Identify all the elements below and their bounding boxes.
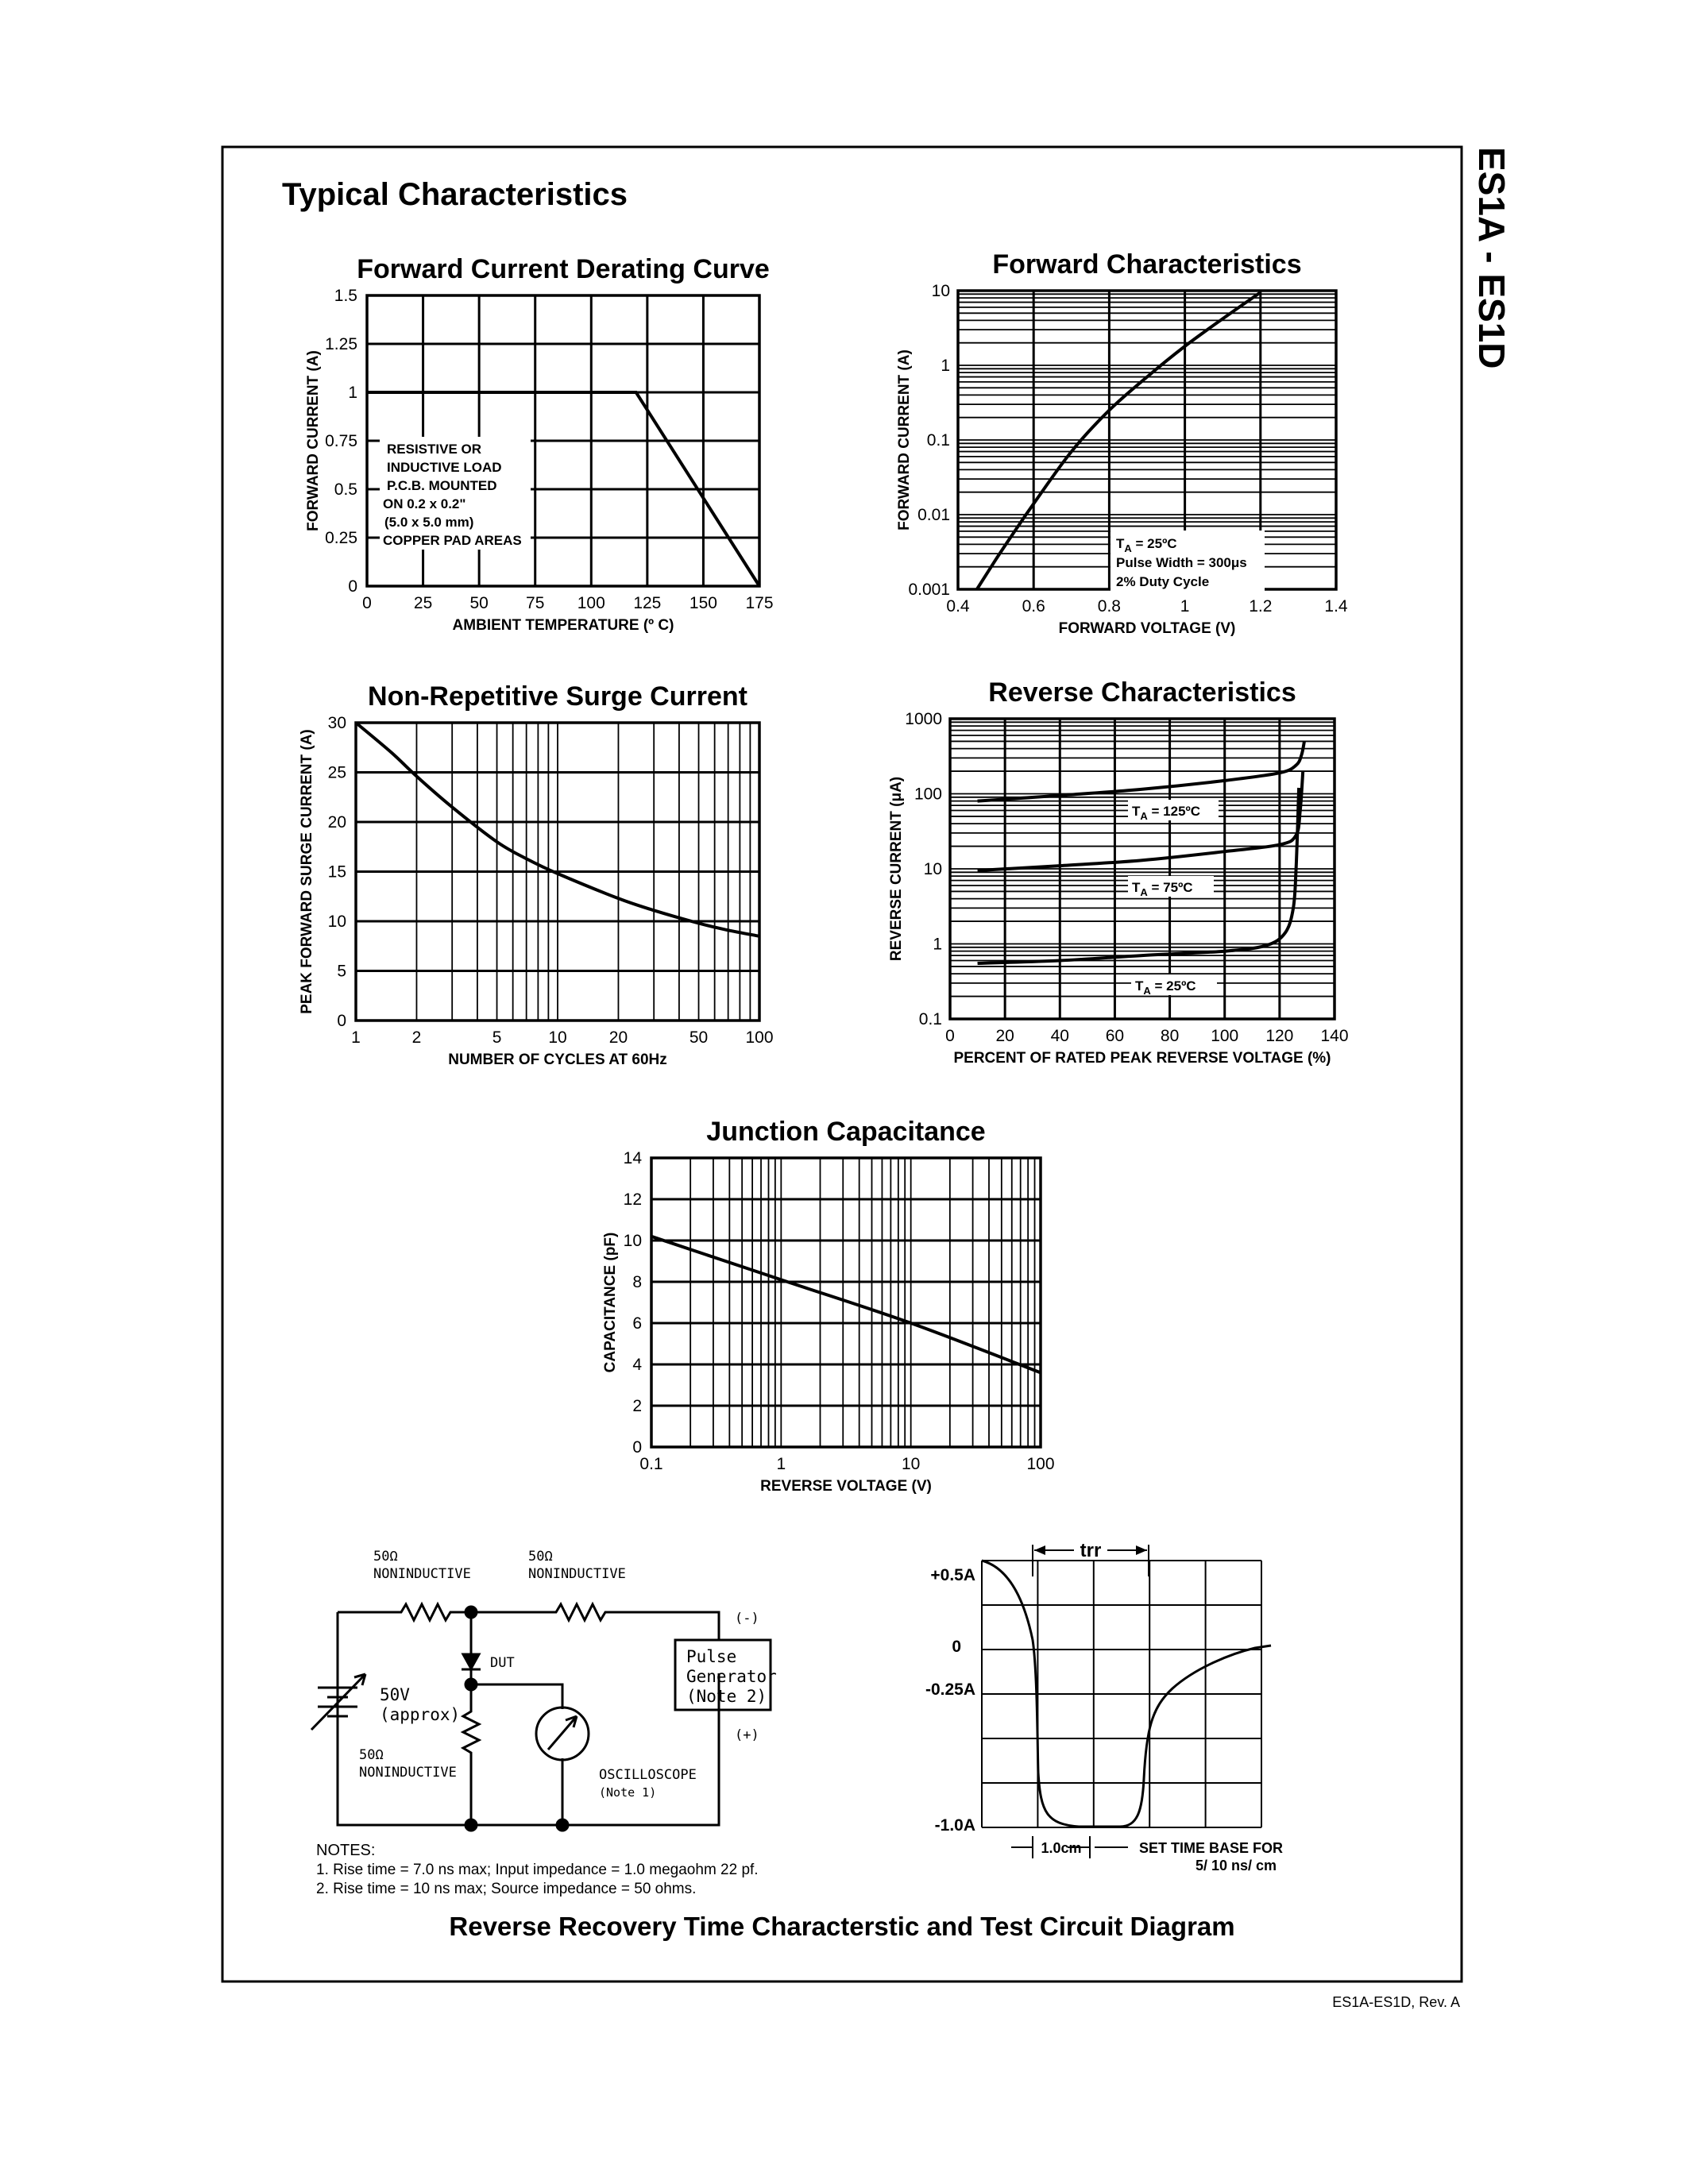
x-tick-label: 40 <box>1050 1027 1069 1045</box>
reverse-label-25: $T_A$ = 25ºC <box>1135 978 1196 997</box>
page-heading: Typical Characteristics <box>282 177 628 212</box>
footer-revision: ES1A-ES1D, Rev. A <box>1332 1994 1460 2010</box>
trr-label: trr <box>1080 1540 1102 1561</box>
y-tick-label: 10 <box>623 1232 642 1250</box>
chart-title: Non-Repetitive Surge Current <box>368 681 747 712</box>
x-tick-label: 150 <box>689 594 717 612</box>
chart-title: Reverse Characteristics <box>988 677 1296 708</box>
r3-label: NONINDUCTIVE <box>359 1765 457 1781</box>
x-tick-label: 50 <box>469 594 489 612</box>
note-2: 2. Rise time = 10 ns max; Source impedance = 50 ohms. <box>316 1881 697 1897</box>
y-tick-label: 2 <box>632 1397 642 1415</box>
circuit-node <box>465 1607 477 1618</box>
y-tick-label: 5 <box>337 962 346 981</box>
y-tick-label: 1.25 <box>325 335 357 353</box>
oscilloscope-label: OSCILLOSCOPE <box>599 1767 697 1783</box>
side-title: ES1A - ES1D <box>1471 147 1512 369</box>
reverse-label-125: $T_A$ = 125ºC <box>1132 804 1201 822</box>
source-note: (approx) <box>380 1705 461 1724</box>
chart-title: Junction Capacitance <box>706 1117 986 1147</box>
chart-capacitance <box>602 1117 1055 1495</box>
chart-surge <box>299 681 774 1068</box>
dut-diode-icon <box>463 1654 479 1669</box>
y-tick-label: 8 <box>632 1273 642 1291</box>
x-tick-label: 1 <box>1180 597 1190 615</box>
scale-label: 1.0cm <box>1041 1840 1082 1856</box>
pulse-plus-label: (+) <box>735 1727 759 1743</box>
y-tick-label: 0.5 <box>334 480 357 499</box>
x-tick-label: 50 <box>689 1028 709 1047</box>
y-tick-label: 30 <box>327 714 346 732</box>
y-tick-label: 1.5 <box>334 287 357 305</box>
y-tick-label: 10 <box>923 860 942 878</box>
note-1: 1. Rise time = 7.0 ns max; Input impedance = 1.0 megaohm 22 pf. <box>316 1862 759 1878</box>
dut-label: DUT <box>490 1655 515 1671</box>
y-tick-label: 4 <box>632 1356 642 1374</box>
derating-note-line: (5.0 x 5.0 mm) <box>384 515 474 530</box>
x-tick-label: 1.4 <box>1324 597 1348 615</box>
x-tick-label: 175 <box>745 594 774 612</box>
x-tick-label: 140 <box>1320 1027 1349 1045</box>
r1-label: NONINDUCTIVE <box>373 1566 471 1582</box>
x-axis-label: NUMBER OF CYCLES AT 60Hz <box>448 1051 667 1068</box>
x-tick-label: 5 <box>492 1028 502 1047</box>
pulse-minus-label: (-) <box>735 1611 759 1626</box>
x-tick-label: 75 <box>526 594 545 612</box>
chart-reverse <box>888 677 1349 1067</box>
x-tick-label: 0.4 <box>946 597 970 615</box>
derating-note-line: INDUCTIVE LOAD <box>387 460 502 475</box>
y-axis-label: FORWARD CURRENT (A) <box>896 349 913 531</box>
reverse-label-75: $T_A$ = 75ºC <box>1132 880 1193 898</box>
circuit-wire-top <box>338 1604 719 1640</box>
pulse-generator-label: (Note 2) <box>686 1687 767 1706</box>
y-tick-label: 0 <box>348 577 357 596</box>
x-tick-label: 100 <box>1211 1027 1239 1045</box>
circuit-node <box>465 1819 477 1831</box>
series-line-capacitance <box>651 1237 1041 1373</box>
y-tick-label: 15 <box>327 862 346 882</box>
derating-annotation <box>380 437 531 550</box>
circuit-node <box>465 1679 477 1690</box>
x-tick-label: 20 <box>608 1028 628 1047</box>
y-tick-label: 10 <box>327 913 346 931</box>
y-tick-label: 25 <box>327 763 346 782</box>
chart-title: Forward Characteristics <box>992 249 1302 280</box>
x-axis-label: PERCENT OF RATED PEAK REVERSE VOLTAGE (%) <box>953 1050 1331 1067</box>
x-tick-label: 0.8 <box>1097 597 1122 615</box>
level-minus-quarter: -0.25A <box>925 1680 975 1699</box>
oscilloscope-note: (Note 1) <box>599 1785 657 1800</box>
bottom-title: Reverse Recovery Time Characterstic and Test Circuit Diagram <box>449 1912 1235 1941</box>
chart-derating <box>305 254 774 634</box>
notes-title: NOTES: <box>316 1842 376 1859</box>
x-tick-label: 100 <box>577 594 605 612</box>
x-tick-label: 0.1 <box>639 1455 663 1473</box>
x-tick-label: 60 <box>1105 1027 1125 1045</box>
forward-note-temp: $T_A$ = 25ºC <box>1116 536 1177 554</box>
derating-note-line: COPPER PAD AREAS <box>383 533 522 548</box>
level-zero: 0 <box>952 1638 961 1656</box>
x-axis-label: AMBIENT TEMPERATURE (º C) <box>452 617 674 634</box>
y-tick-label: 0 <box>632 1438 642 1457</box>
r1-value: 50Ω <box>373 1549 398 1565</box>
oscilloscope-needle <box>548 1716 577 1750</box>
x-tick-label: 80 <box>1160 1027 1180 1045</box>
y-axis-label: CAPACITANCE (pF) <box>602 1232 619 1373</box>
y-axis-label: FORWARD CURRENT (A) <box>305 350 322 531</box>
y-tick-label: 0.001 <box>908 581 950 599</box>
level-plus-half: +0.5A <box>930 1566 975 1584</box>
y-tick-label: 1 <box>348 384 357 402</box>
x-tick-label: 2 <box>411 1028 422 1047</box>
r2-value: 50Ω <box>528 1549 553 1565</box>
x-tick-label: 10 <box>548 1028 567 1047</box>
derating-note-line: ON 0.2 x 0.2" <box>383 496 466 511</box>
x-tick-label: 1 <box>776 1455 786 1473</box>
y-tick-label: 1 <box>933 935 942 954</box>
y-tick-label: 6 <box>632 1314 642 1333</box>
y-tick-label: 0.25 <box>325 529 357 547</box>
y-tick-label: 0.1 <box>926 431 950 450</box>
y-axis-label: REVERSE CURRENT (μA) <box>888 776 905 962</box>
derating-note-line: P.C.B. MOUNTED <box>387 478 497 493</box>
circuit-node <box>557 1819 568 1831</box>
level-minus-one: -1.0A <box>934 1816 975 1835</box>
x-tick-label: 100 <box>1026 1455 1055 1473</box>
circuit-labels <box>316 1549 777 1897</box>
pulse-generator-label: Pulse <box>686 1647 737 1666</box>
recovery-waveform <box>925 1540 1283 1873</box>
circuit-wire-scope <box>471 1684 562 1709</box>
charts-layer <box>299 249 1349 1495</box>
timebase-line-2: 5/ 10 ns/ cm <box>1196 1858 1277 1873</box>
x-tick-label: 10 <box>901 1455 921 1473</box>
y-tick-label: 0.1 <box>918 1010 942 1028</box>
pulse-generator-label: Generator <box>686 1667 777 1686</box>
y-tick-label: 1 <box>941 357 950 375</box>
r2-label: NONINDUCTIVE <box>528 1566 626 1582</box>
r3-value: 50Ω <box>359 1747 384 1763</box>
y-tick-label: 0.01 <box>917 506 950 524</box>
x-tick-label: 0.6 <box>1022 597 1045 615</box>
x-tick-label: 125 <box>633 594 662 612</box>
x-tick-label: 100 <box>745 1028 774 1047</box>
x-tick-label: 0 <box>945 1027 955 1045</box>
circuit-wire-r3 <box>463 1669 479 1825</box>
x-axis-label: FORWARD VOLTAGE (V) <box>1058 620 1236 637</box>
timebase-line-1: SET TIME BASE FOR <box>1139 1840 1284 1856</box>
y-axis-label: PEAK FORWARD SURGE CURRENT (A) <box>299 729 315 1014</box>
forward-note-duty: 2% Duty Cycle <box>1116 574 1210 589</box>
y-tick-label: 100 <box>914 785 942 804</box>
y-tick-label: 10 <box>931 282 950 300</box>
forward-note-pulse: Pulse Width = 300μs <box>1116 555 1247 570</box>
x-axis-label: REVERSE VOLTAGE (V) <box>760 1478 932 1495</box>
x-tick-label: 20 <box>995 1027 1014 1045</box>
x-tick-label: 25 <box>413 594 433 612</box>
y-tick-label: 0.75 <box>325 432 357 450</box>
x-tick-label: 120 <box>1265 1027 1294 1045</box>
derating-note-line: RESISTIVE OR <box>387 442 482 457</box>
y-tick-label: 14 <box>623 1149 642 1167</box>
y-tick-label: 1000 <box>905 710 942 728</box>
chart-title: Forward Current Derating Curve <box>357 254 770 284</box>
y-tick-label: 0 <box>337 1012 346 1030</box>
y-tick-label: 20 <box>327 813 346 832</box>
x-tick-label: 1 <box>351 1028 361 1047</box>
x-tick-label: 0 <box>362 594 372 612</box>
x-tick-label: 1.2 <box>1249 597 1273 615</box>
forward-annotation <box>1111 531 1265 591</box>
y-tick-label: 12 <box>623 1190 642 1209</box>
source-value: 50V <box>380 1685 410 1704</box>
